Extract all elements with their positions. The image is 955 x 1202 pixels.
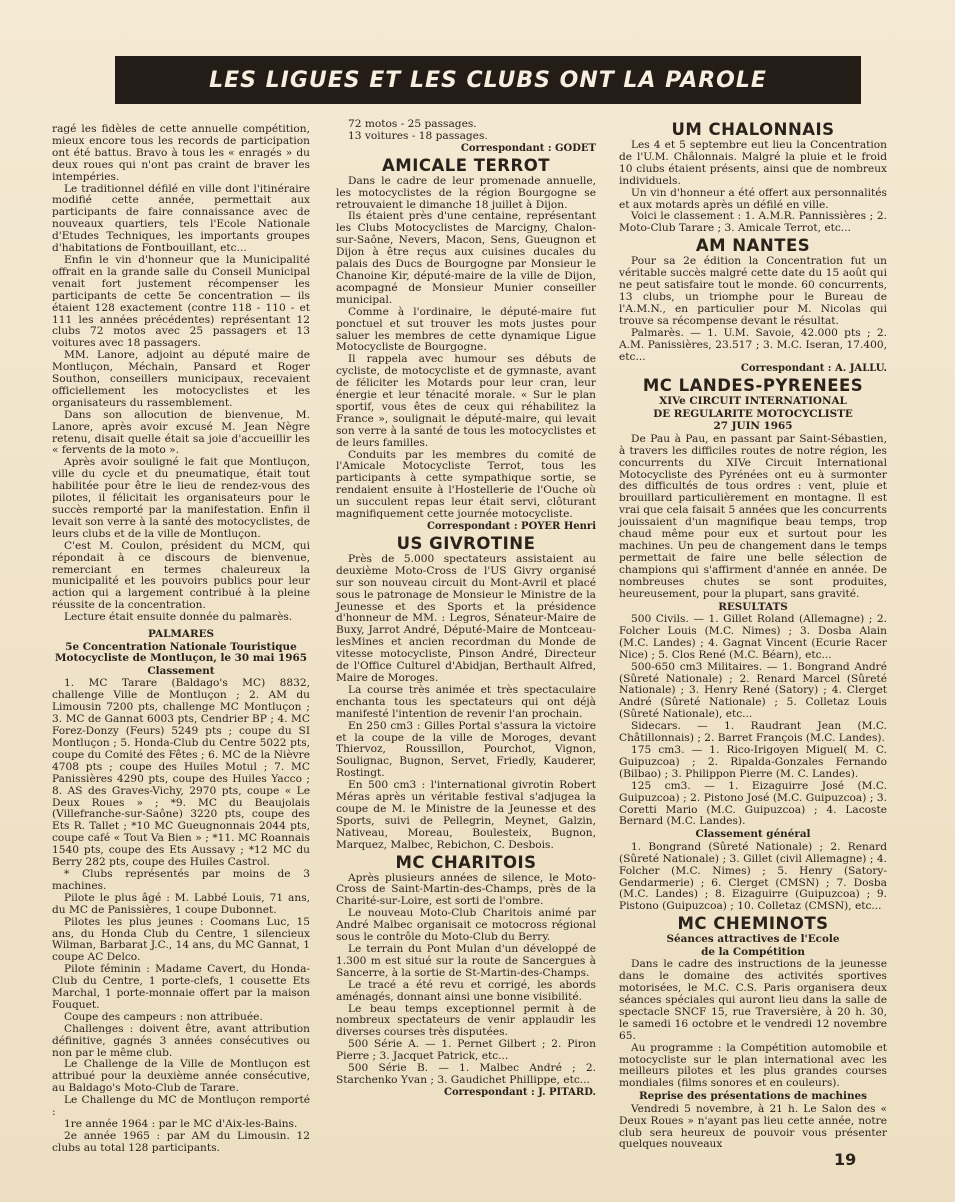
paragraph: Il rappela avec humour ses débuts de cycliste, de motocycliste et de gymnaste, avant de féliciter les Motards pour leur cran, leur énergie et leur ténacité morale. « Sur le plan sportif, vous êtes de ceux qui réhabilitez la France », soulignait le député-maire, qui levait son verre à la santé de tous les motocyclistes et de leurs familles. [336, 353, 596, 449]
correspondent-line: Correspondant : A. JALLU. [740, 363, 887, 375]
paragraph: Voici le classement : 1. A.M.R. Pannissières ; 2. Moto-Club Tarare ; 3. Amicale Terrot, etc... [619, 210, 887, 235]
paragraph: En 250 cm3 : Gilles Portal s'assura la victoire et la coupe de la ville de Moroges, devant Thiervoz, Roussillon, Pourchot, Vignon, Soulignac, Bugnon, Servet, Friedly, Kauderer, Rostingt. [336, 719, 596, 780]
correspondent-line: Correspondant : POYER Henri [426, 521, 596, 532]
paragraph: MM. Lanore, adjoint au député maire de Montluçon, Méchain, Pansard et Roger Southon, conseillers municipaux, recevaient officiellement les motocyclistes et les organisateurs du rassemblement. [52, 349, 310, 409]
paragraph: En 500 cm3 : l'international givrotin Robert Méras après un véritable festival s'adjugea la coupe de M. le Ministre de la Jeunesse et des Sports, suivi de Pellegrin, Meynet, Galzin, Nativeau, Moreau, Boulesteix, Bugnon, Marquez, Malbec, Rebichon, C. Desbois. [336, 779, 596, 851]
paragraph: Les 4 et 5 septembre eut lieu la Concentration de l'U.M. Châlonnais. Malgré la pluie et le froid 10 clubs étaient présents, ainsi que de nombreux individuels. [619, 139, 887, 187]
paragraph: 1re année 1964 : par le MC d'Aix-les-Bains. [64, 1118, 298, 1130]
headline-banner [115, 56, 861, 104]
correspondent-line: Correspondant : J. PITARD. [444, 1086, 596, 1098]
reprise-heading: Reprise des présentations de machines [638, 1090, 867, 1103]
paragraph: C'est M. Coulon, président du MCM, qui répondait à ce discours de bienvenue, remerciant en termes chaleureux la municipalité et les pouvoirs publics pour leur action qui a largement contribué à la pleine réussite de la concentration. [52, 539, 310, 612]
paragraph: Dans le cadre des instructions de la jeunesse dans le domaine des activités sportives motorisées, le M.C. C.S. Paris organisera deux séances spéciales qui auront lieu dans la salle de spectacle SNCF 15, rue Traversière, à 20 h. 30, le samedi 16 octobre et le vendredi 12 novembre 65. [619, 958, 887, 1042]
paragraph: 175 cm3. — 1. Rico-Irigoyen Miguel( M. C. Guipuzcoa) ; 2. Ripalda-Gonzales Fernando (Bilbao) ; 3. Philippon Pierre (M. C. Landes). [619, 743, 887, 780]
paragraph: 2e année 1965 : par AM du Limousin. 12 clubs au total 128 participants. [52, 1129, 310, 1154]
paragraph: Pilotes les plus jeunes : Coomans Luc, 15 ans, du Honda Club du Centre, 1 silencieux Wilman, Barbarat J.C., 14 ans, du MC Gannat, 1 coupe AC Delco. [52, 915, 310, 964]
paragraph: 1. Bongrand (Sûreté Nationale) ; 2. Renard (Sûreté Nationale) ; 3. Gillet (civil Allemagne) ; 4. Folcher (M.C. Nimes) ; 5. Henry (Satory-Gendarmerie) ; 6. Clerget (CMSN) ; 7. Dosba (M.C. Landes) ; 8. Eizaguirre (Guipuzcoa) ; 9. Pistono (Guipuzcoa) ; 10. Colletaz (CMSN), etc... [619, 840, 887, 913]
section-title-mc-cheminots: MC CHEMINOTS [677, 914, 829, 934]
paragraph: Au programme : la Compétition automobile et motocycliste sur le plan international avec les meilleurs pilotes et les plus grandes courses mondiales (films sonores et en couleurs). [619, 1041, 887, 1090]
landes-date: 27 JUIN 1965 [713, 420, 793, 433]
section-title-us-givrotine: US GIVROTINE [396, 533, 536, 553]
headline-text: LES LIGUES ET LES CLUBS ONT LA PAROLE [209, 67, 767, 93]
section-title-am-nantes: AM NANTES [695, 236, 811, 256]
paragraph: Dans son allocution de bienvenue, M. Lanore, après avoir excusé M. Jean Nègre retenu, disait quelle était sa joie d'accueillir les « fervents de la moto ». [52, 408, 310, 457]
paragraph: Le Challenge du MC de Montluçon remporté : [52, 1094, 310, 1119]
paragraph: Près de 5.000 spectateurs assistaient au deuxième Moto-Cross de l'US Givry organisé sur son nouveau circuit du Mont-Avril et placé sous le patronage de Monsieur le Ministre de la Jeunesse et des Sports et la présidence d'honneur de MM. : Legros, Sénateur-Maire de Buxy, Jarrot André, Député-Maire de Montceau-lesMines et ancien recordman du Monde de vitesse motocycliste, Pinson André, Directeur de l'Office Culturel d'Abidjan, Berthault Alfred, Maire de Moroges. [336, 552, 596, 684]
landes-subheading: XIVe CIRCUIT INTERNATIONAL [659, 395, 847, 408]
paragraph: Dans le cadre de leur promenade annuelle, les motocyclistes de la région Bourgogne se retrouvaient le dimanche 18 juillet à Dijon. [336, 174, 596, 211]
paragraph: Le tracé a été revu et corrigé, les abords aménagés, donnant ainsi une bonne visibilité. [336, 978, 596, 1003]
paragraph: 72 motos - 25 passages. [348, 118, 477, 130]
paragraph: Coupe des campeurs : non attribuée. [64, 1010, 263, 1023]
paragraph: 500 Civils. — 1. Gillet Roland (Allemagne) ; 2. Folcher Louis (M.C. Nimes) ; 3. Dosba Alain (M.C. Landes) ; 4. Gagnat Vincent (Ecurie Racer Nice) ; 5. Clos René (M.C. Béarn), etc... [619, 613, 887, 661]
paragraph: Après plusieurs années de silence, le Moto-Cross de Saint-Martin-des-Champs, près de la Charité-sur-Loire, est sorti de l'ombre. [336, 871, 596, 908]
paragraph: Pilote le plus âgé : M. Labbé Louis, 71 ans, du MC de Panissières, 1 coupe Dubonnet. [52, 891, 310, 916]
landes-subheading: DE REGULARITE MOTOCYCLISTE [653, 407, 853, 420]
column-right [619, 119, 887, 1151]
correspondent-line: Correspondant : GODET [460, 142, 596, 154]
page-number: 19 [834, 1150, 857, 1169]
column-middle [336, 119, 596, 1129]
paragraph: Le terrain du Pont Mulan d'un développé de 1.300 m est situé sur la route de Sancergues à Sancerre, à la sortie de St-Martin-des-Champs. [336, 943, 596, 979]
paragraph: 125 cm3. — 1. Eizaguirre José (M.C. Guipuzcoa) ; 2. Pistono José (M.C. Guipuzcoa) ; 3. Coretti Mario (M.C. Guipuzcoa) ; 4. Lacoste Bernard (M.C. Landes). [619, 779, 887, 828]
paragraph: Le traditionnel défilé en ville dont l'itinéraire modifié cette année, permettait aux participants de faire connaissance avec de nouveaux quartiers, tels l'Ecole Nationale d'Etudes Techniques, les importants groupes d'habitations de Fontbouillant, etc... [52, 182, 310, 255]
paragraph: Conduits par les membres du comité de l'Amicale Motocycliste Terrot, tous les participants à cette sympathique sortie, se rendaient ensuite à l'Hostellerie de l'Ouche où un succulent repas leur était servi, clôturant magnifiquement cette journée motocycliste. [336, 448, 596, 521]
classement-general-heading: Classement général [695, 828, 811, 841]
paragraph: * Clubs représentés par moins de 3 machines. [52, 867, 310, 892]
paragraph: Le beau temps exceptionnel permit à de nombreux spectateurs de venir applaudir les diverses courses très disputées. [336, 1002, 596, 1039]
paragraph: 500-650 cm3 Militaires. — 1. Bongrand André (Sûreté Nationale) ; 2. Renard Marcel (Sûreté Nationale) ; 3. Henry René (Satory) ; 4. Clerget André (Sûreté Nationale) ; 5. Colletaz Louis (Sûreté Nationale), etc... [619, 660, 887, 721]
paragraph: La course très animée et très spectaculaire enchanta tous les spectateurs qui ont déjà manifesté l'intention de revenir l'an prochain. [336, 683, 596, 720]
section-title-mc-charitois: MC CHARITOIS [395, 852, 537, 872]
paragraph: Le nouveau Moto-Club Charitois animé par André Malbec organisait ce motocross régional sous le contrôle du Moto-Club du Berry. [336, 907, 596, 944]
cheminots-subheading: de la Compétition [701, 945, 805, 958]
paragraph: Pour sa 2e édition la Concentration fut un véritable succès malgré cette date du 15 août qui ne peut satisfaire tout le monde. 60 concurrents, 13 clubs, un triomphe pour le Bureau de l'A.M.N., en particulier pour M. Nicolas qui trouve sa récompense devant le résultat. [619, 255, 887, 327]
paragraph: Enfin le vin d'honneur que la Municipalité offrait en la grande salle du Conseil Municipal venait fort justement récompenser les participants de cette 5e concentration — ils étaient 128 exactement (contre 118 - 110 - et 111 les années précédentes) représentant 12 clubs 72 motos avec 25 passagers et 13 voitures avec 18 passagers. [52, 253, 310, 350]
paragraph: 500 Série A. — 1. Pernet Gilbert ; 2. Piron Pierre ; 3. Jacquet Patrick, etc... [336, 1038, 596, 1063]
paragraph: 1. MC Tarare (Baldago's MC) 8832, challenge Ville de Montluçon ; 2. AM du Limousin 7200 pts, challenge MC Montluçon ; 3. MC de Gannat 6003 pts, Cendrier BP ; 4. MC Forez-Donzy (Feurs) 5249 pts ; coupe du SI Montluçon ; 5. Honda-Club du Centre 5022 pts, coupe du Comité des Fêtes ; 6. MC de la Nièvre 4708 pts ; coupe des Huiles Motul ; 7. MC Panissières 4290 pts, coupe des Huiles Yacco ; 8. AS des Graves-Vichy, 2970 pts, coupe « Le Deux Roues » ; *9. MC du Beaujolais (Villefranche-sur-Saône) 3220 pts, coupe des Ets R. Tallet ; *10 MC Gueugnonnais 2044 pts, coupe café « Tout Va Bien » ; *11. MC Roannais 1540 pts, coupe des Ets Aussavy ; *12 MC du Berry 282 pts, coupe des Huiles Castrol. [52, 677, 310, 869]
paragraph: Palmarès. — 1. U.M. Savoie, 42.000 pts ; 2. A.M. Panissières, 23.517 ; 3. M.C. Iseran, 17.400, etc... [619, 326, 887, 363]
paragraph: Après avoir souligné le fait que Montluçon, ville du cycle et du pneumatique, était tout habilitée pour être le lieu de rendez-vous des pilotes, il félicitait les organisateurs pour le succès remporté par la manifestation. Enfin il levait son verre à la santé des motocyclistes, de leurs clubs et de la ville de Montluçon. [52, 456, 310, 540]
classement-heading: Classement [147, 664, 215, 677]
paragraph: 500 Série B. — 1. Malbec André ; 2. Starchenko Yvan ; 3. Gaudichet Phillippe, etc... [336, 1062, 596, 1086]
palmares-heading: PALMARES [147, 628, 215, 641]
section-title-mc-landes-pyrenees: MC LANDES-PYRENEES [642, 376, 864, 396]
paragraph: ragé les fidèles de cette annuelle compétition, mieux encore tous les records de participation ont été battus. Bravo à tous les « enragés » du deux roues qui n'ont pas craint de braver les intempéries. [52, 123, 310, 183]
paragraph: Pilote féminin : Madame Cavert, du Honda-Club du Centre, 1 porte-clefs, 1 cousette Ets Marchal, 1 porte-monnaie offert par la maison Fouquet. [52, 963, 310, 1011]
section-title-amicale-terrot: AMICALE TERROT [382, 155, 550, 175]
paragraph: Vendredi 5 novembre, à 21 h. Le Salon des « Deux Roues » n'ayant pas lieu cette année, notre club sera heureux de pouvoir vous présenter quelques nouveaux [619, 1102, 887, 1151]
paragraph: Challenges : doivent être, avant attribution définitive, gagnés 3 années consécutives ou non par le même club. [52, 1022, 310, 1059]
column-left [52, 123, 310, 1154]
section-title-um-chalonnais: UM CHALONNAIS [671, 120, 835, 139]
paragraph: Ils étaient près d'une centaine, représentant les Clubs Motocyclistes de Marcigny, Chalon-sur-Saône, Nevers, Macon, Sens, Gueugnon et Dijon à être reçus aux cuisines ducales du palais des Ducs de Bourgogne par Monsieur le Chanoine Kir, député-maire de la ville de Dijon, acompagné de Monsieur Munier conseiller municipal. [336, 210, 596, 306]
paragraph: Comme à l'ordinaire, le député-maire fut ponctuel et sut trouver les mots justes pour saluer les membres de cette dynamique Ligue Motocycliste de Bourgogne. [336, 305, 596, 354]
paragraph: Un vin d'honneur a été offert aux personnalités et aux motards après un défilé en ville. [619, 186, 887, 211]
paragraph: Le Challenge de la Ville de Montluçon est attribué pour la deuxième année consécutive, au Baldago's Moto-Club de Tarare. [52, 1058, 310, 1095]
paragraph: Lecture était ensuite donnée du palmarès. [64, 611, 293, 624]
paragraph: Sidecars. — 1. Raudrant Jean (M.C. Châtillonnais) ; 2. Barret François (M.C. Landes). [619, 720, 887, 745]
resultats-heading: RESULTATS [718, 600, 788, 613]
palmares-subheading: 5e Concentration Nationale Touristique Motocycliste de Montluçon, le 30 mai 1965 [55, 640, 307, 665]
paragraph: De Pau à Pau, en passant par Saint-Sébastien, à travers les difficiles routes de notre région, les concurrents du XIVe Circuit International Motocycliste des Pyrénées ont eu à surmonter des difficultés de tous ordres : vent, pluie et brouillard particulièrement en montagne. Il est vrai que cela faisait 5 années que les concurrents jouissaient d'un magnifique beau temps, trop chaud même pour eux et surtout pour les machines. Un peu de changement dans le temps permettait de faire une belle sélection de champions qui s'affirment d'année en année. De nombreuses chutes se sont produites, heureusement, pour la plupart, sans gravité. [619, 432, 887, 600]
paragraph: 13 voitures - 18 passages. [348, 129, 488, 142]
cheminots-subheading: Séances attractives de l'Ecole [666, 933, 840, 946]
